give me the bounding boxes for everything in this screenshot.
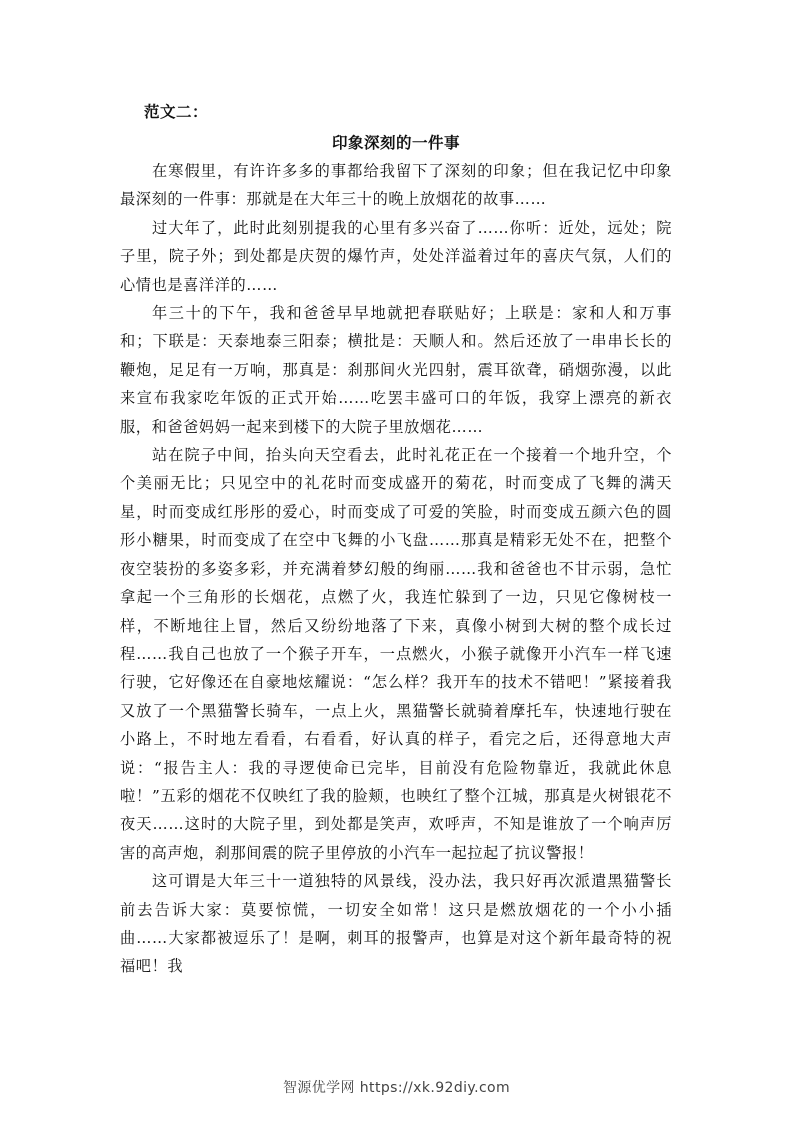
- paragraph-2: 过大年了，此时此刻别提我的心里有多兴奋了……你听：近处，远处；院子里，院子外；到处都是庆贺的爆竹声，处处洋溢着过年的喜庆气氛，人们的心情也是喜洋洋的……: [120, 218, 672, 294]
- paragraph-4: 站在院子中间，抬头向天空看去，此时礼花正在一个接着一个地升空，个个美丽无比；只见空中的礼花时而变成盛开的菊花，时而变成了飞舞的满天星，时而变成红彤彤的爱心，时而变成了可爱的笑脸，时而变成五颜六色的圆形小糖果，时而变成了在空中飞舞的小飞盘……那真是精彩无处不在，把整个夜空装扮的多姿多彩，并充满着梦幻般的绚丽……我和爸爸也不甘示弱，急忙拿起一个三角形的长烟花，点燃了火，我连忙躲到了一边，只见它像树枝一样，不断地往上冒，然后又纷纷地落了下来，真像小树到大树的整个成长过程……我自己也放了一个猴子开车，一点燃火，小猴子就像开小汽车一样飞速行驶，它好像还在自豪地炫耀说：“怎么样？我开车的技术不错吧！”紧接着我又放了一个黑猫警长骑车，一点上火，黑猫警长就骑着摩托车，快速地行驶在小路上，不时地左看看，右看看，好认真的样子，看完之后，还得意地大声说：“报告主人：我的寻逻使命已完毕，目前没有危险物靠近，我就此休息啦！”五彩的烟花不仅映红了我的脸颊，也映红了整个江城，那真是火树银花不夜天……这时的大院子里，到处都是笑声，欢呼声，不知是谁放了一个响声厉害的高声炮，刹那间震的院子里停放的小汽车一起拉起了抗议警报！: [120, 446, 672, 862]
- footer-watermark: 智源优学网 https://xk.92diy.com: [282, 1080, 511, 1096]
- document-body: [120, 98, 672, 981]
- paragraph-3: 年三十的下午，我和爸爸早早地就把春联贴好；上联是：家和人和万事和；下联是：天泰地泰三阳泰；横批是：天顺人和。然后还放了一串串长长的鞭炮，足足有一万响，那真是：刹那间火光四射，震耳欲聋，硝烟弥漫，以此来宣布我家吃年饭的正式开始……吃罢丰盛可口的年饭，我穿上漂亮的新衣服，和爸爸妈妈一起来到楼下的大院子里放烟花……: [120, 304, 672, 436]
- essay-title: 印象深刻的一件事: [331, 133, 460, 152]
- paragraph-5: 这可谓是大年三十一道独特的风景线，没办法，我只好再次派遣黑猫警长前去告诉大家：莫要惊慌，一切安全如常！这只是燃放烟花的一个小小插曲……大家都被逗乐了！是啊，刺耳的报警声，也算是对这个新年最奇特的祝福吧！我: [120, 872, 672, 976]
- paragraph-1: 在寒假里，有许许多多的事都给我留下了深刻的印象；但在我记忆中印象最深刻的一件事：那就是在大年三十的晚上放烟花的故事……: [120, 162, 672, 209]
- section-label: 范文二：: [144, 102, 209, 121]
